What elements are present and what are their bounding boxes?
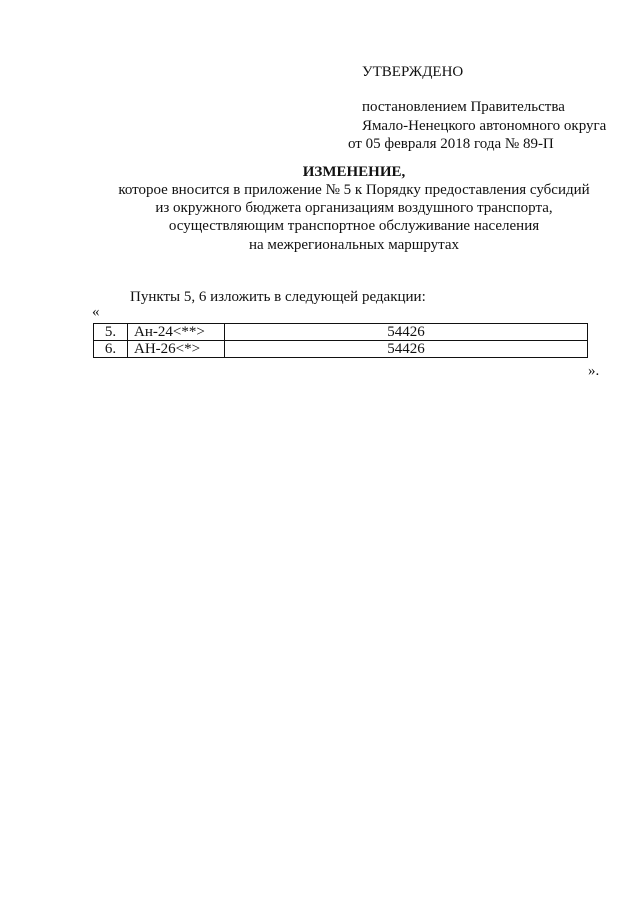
points-table	[93, 323, 588, 358]
intro-paragraph: Пункты 5, 6 изложить в следующей редакции:	[130, 289, 426, 305]
open-quote: «	[92, 304, 100, 320]
aircraft-type: АН-26<*>	[128, 341, 225, 358]
heading-line-2: из окружного бюджета организациям воздушного транспорта,	[155, 200, 553, 216]
approval-line-2: Ямало-Ненецкого автономного округа	[362, 118, 607, 134]
subsidy-value: 54426	[225, 341, 588, 358]
approval-line-3: от 05 февраля 2018 года № 89-П	[348, 136, 554, 152]
heading-line-4: на межрегиональных маршрутах	[248, 237, 460, 253]
table-row	[94, 324, 588, 341]
subsidy-value: 54426	[225, 324, 588, 341]
row-number: 5.	[94, 324, 128, 341]
approval-line-1: постановлением Правительства	[362, 99, 565, 115]
heading-title: ИЗМЕНЕНИЕ,	[302, 164, 406, 180]
table-row	[94, 341, 588, 358]
heading-line-1: которое вносится в приложение № 5 к Порядку предоставления субсидий	[118, 182, 590, 198]
aircraft-type: Ан-24<**>	[128, 324, 225, 341]
approval-title: УТВЕРЖДЕНО	[362, 64, 464, 80]
row-number: 6.	[94, 341, 128, 358]
close-quote: ».	[588, 363, 600, 379]
heading-line-3: осуществляющим транспортное обслуживание населения	[168, 218, 540, 234]
